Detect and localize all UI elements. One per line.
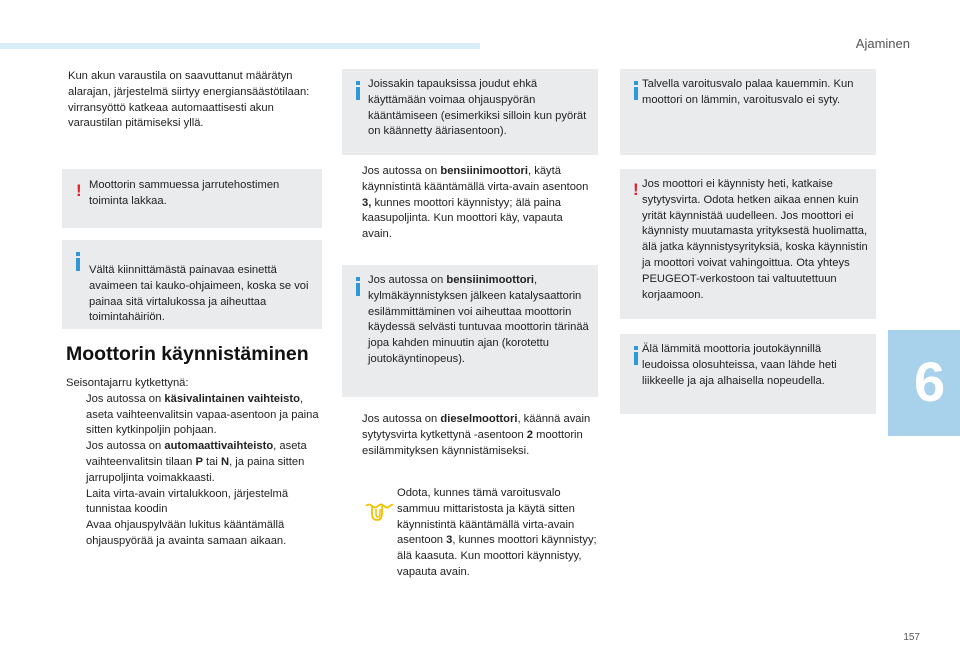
info-box-key <box>62 240 322 329</box>
warning-box-no-start <box>620 169 876 319</box>
info-box-catalyst <box>342 265 598 397</box>
diesel-start-step: Jos autossa on dieselmoottori, käännä avain sytytysvirta kytkettynä -asentoon 2 moottorin esilämmityksen käynnistämiseksi. <box>362 413 591 457</box>
intro-paragraph: Kun akun varaustila on saavuttanut määrätyn alarajan, järjestelmä siirtyy energiansäästötilaan: virransyöttö katkeaa automaattisesti akun varaustilan pitämiseksi yllä. <box>68 70 310 130</box>
info-text: Talvella varoitusvalo palaa kauemmin. Kun moottori on lämmin, varoitusvalo ei syty. <box>642 78 854 106</box>
start-steps <box>66 376 324 550</box>
info-icon <box>634 81 638 100</box>
warning-box-brake <box>62 169 322 228</box>
steps-lead: Seisontajarru kytkettynä: <box>66 377 189 389</box>
info-icon <box>356 81 360 100</box>
warning-text: Moottorin sammuessa jarrutehostimen toiminta lakkaa. <box>89 179 280 207</box>
section-heading: Moottorin käynnistäminen <box>66 343 309 365</box>
step-manual: Jos autossa on käsivalintainen vaihteisto, aseta vaihteenvalitsin vapaa-asentoon ja paina sitten kytkinpoljin pohjaan. <box>86 392 319 437</box>
warning-icon: ! <box>76 181 82 200</box>
info-text: Jos autossa on bensiinimoottori, kylmäkäynnistyksen jälkeen katalysaattorin esilämmittäminen voi aiheuttaa moottorin käydessä selvästi tuntuvaa moottorin tärinää jopa kahden minuutin ajan (korotettu joutokäyntinopeus). <box>368 274 589 365</box>
info-icon <box>634 346 638 365</box>
step-insert-key: Laita virta-avain virtalukkoon, järjestelmä tunnistaa koodin <box>86 487 289 516</box>
info-icon <box>76 252 80 271</box>
warning-text: Jos moottori ei käynnisty heti, katkaise sytytysvirta. Odota hetken aikaa ennen kuin yrität käynnistää uudelleen. Jos moottori ei käynnisty muutamasta yrityksestä huolimatta, älä jatka käynnistysyrityksiä, koska käynnistin ja moottori voivat vahingoittua. Ota yhteys PEUGEOT-verkostoon tai valtuutettuun korjaamoon. <box>642 178 868 301</box>
info-text: Joissakin tapauksissa joudut ehkä käyttämään voimaa ohjauspyörän kääntämiseen (esimerkiksi silloin kun pyörät on käännetty ääriasentoon). <box>368 78 587 138</box>
step-unlock-column: Avaa ohjauspylvään lukitus kääntämällä ohjauspyörää ja avainta samaan aikaan. <box>86 519 287 547</box>
chapter-tab <box>888 330 960 436</box>
warning-icon: ! <box>633 180 639 199</box>
section-title: Ajaminen <box>855 36 910 51</box>
top-rule <box>0 43 480 49</box>
info-text: Älä lämmitä moottoria joutokäynnillä leudoissa olosuhteissa, vaan lähde heti liikkeelle ja aja alhaisella nopeudella. <box>642 343 837 387</box>
step-automatic: Jos autossa on automaattivaihteisto, aseta vaihteenvalitsin tilaan P tai N, ja paina sitten jarrupoljinta voimakkaasti. <box>86 440 307 484</box>
info-box-winter <box>620 69 876 155</box>
info-text: Vältä kiinnittämästä painavaa esinettä avaimeen tai kauko-ohjaimeen, koska se voi painaa sitä virtalukossa ja aiheuttaa toimintahäiriön. <box>89 264 309 324</box>
glow-plug-note: Odota, kunnes tämä varoitusvalo sammuu mittaristosta ja käytä sitten käynnistintä kääntämällä virta-avain asentoon 3, kunnes moottori käynnistyy; älä kaasuta. Kun moottori käynnistyy, vapauta avain. <box>397 487 597 578</box>
info-icon <box>356 277 360 296</box>
chapter-number: 6 <box>914 350 946 413</box>
info-box-steering <box>342 69 598 155</box>
petrol-start-step: Jos autossa on bensiinimoottori, käytä käynnistintä kääntämällä virta-avain asentoon 3, kunnes moottori käynnistyy; älä paina kaasupoljinta. Kun moottori käy, vapauta avain. <box>362 165 589 241</box>
info-box-idle <box>620 334 876 414</box>
page-number: 157 <box>903 632 920 643</box>
glow-plug-icon <box>364 502 394 522</box>
